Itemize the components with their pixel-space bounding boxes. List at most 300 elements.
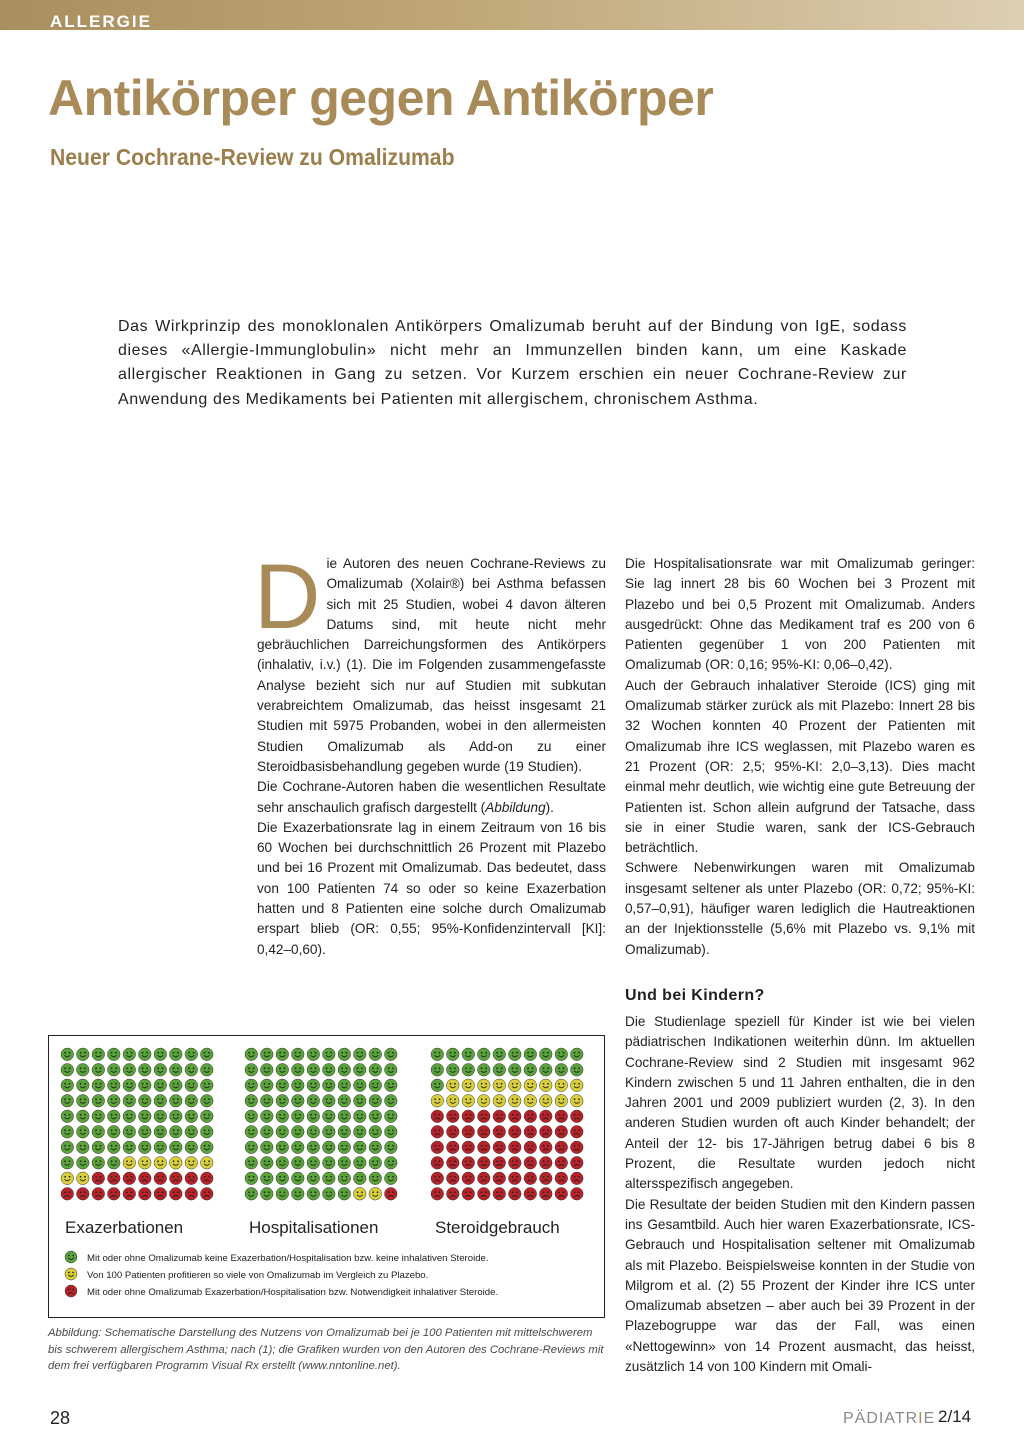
green-smiley-icon [292, 1188, 305, 1201]
article-lead: Das Wirkprinzip des monoklonalen Antikörpers Omalizumab beruht auf der Bindung von IgE, sodass dieses «Allergie-Immunglobulin» nicht mehr an Immunzellen binden kann, um eine Kaskade allergischer Reaktionen in Gang zu setzen. Vor Kurzem erschien ein neuer Cochrane-Review zur Anwendung des Medikaments bei Patienten mit allergischem, chronischem Asthma. [118, 318, 907, 408]
yellow-smiley-icon [555, 1079, 568, 1092]
yellow-smiley-icon [540, 1079, 553, 1092]
red-sad-face-icon [478, 1110, 491, 1123]
panel-label: Exazerbationen [65, 1218, 184, 1237]
red-sad-face-icon [170, 1188, 183, 1201]
red-sad-face-icon [462, 1141, 475, 1154]
green-smiley-icon [261, 1095, 274, 1108]
red-sad-face-icon [108, 1188, 121, 1201]
green-smiley-icon [540, 1064, 553, 1077]
red-sad-face-icon [478, 1141, 491, 1154]
red-sad-face-icon [571, 1141, 584, 1154]
yellow-smiley-icon [524, 1079, 537, 1092]
green-smiley-icon [307, 1157, 320, 1170]
red-sad-face-icon [61, 1188, 74, 1201]
green-smiley-icon [385, 1048, 398, 1061]
green-smiley-icon [338, 1141, 351, 1154]
green-smiley-icon [245, 1095, 258, 1108]
red-sad-face-icon [509, 1110, 522, 1123]
red-sad-face-icon [571, 1188, 584, 1201]
green-smiley-icon [77, 1064, 90, 1077]
red-sad-face-icon [462, 1110, 475, 1123]
green-smiley-icon [139, 1110, 152, 1123]
green-smiley-icon [92, 1141, 105, 1154]
green-smiley-icon [385, 1141, 398, 1154]
red-sad-face-icon [447, 1110, 460, 1123]
green-smiley-icon [354, 1126, 367, 1139]
paragraph: Die Cochrane-Autoren haben die wesentlichen Resultate sehr anschaulich grafisch dargestellt (Abbildung). [257, 779, 606, 815]
green-smiley-icon [185, 1110, 198, 1123]
green-smiley-icon [338, 1172, 351, 1185]
yellow-smiley-icon [524, 1095, 537, 1108]
yellow-smiley-icon [447, 1079, 460, 1092]
red-sad-face-icon [509, 1157, 522, 1170]
article-title: Antikörper gegen Antikörper [48, 70, 714, 126]
green-smiley-icon [245, 1172, 258, 1185]
red-sad-face-icon [462, 1172, 475, 1185]
green-smiley-icon [369, 1157, 382, 1170]
green-smiley-icon [369, 1110, 382, 1123]
red-sad-face-icon [493, 1157, 506, 1170]
green-smiley-icon [201, 1141, 214, 1154]
green-smiley-icon [170, 1048, 183, 1061]
figure-reference: Abbildung [485, 799, 546, 815]
green-smiley-icon [170, 1095, 183, 1108]
red-sad-face-icon [555, 1172, 568, 1185]
red-sad-face-icon [571, 1110, 584, 1123]
yellow-smiley-icon [493, 1095, 506, 1108]
green-smiley-icon [338, 1079, 351, 1092]
red-sad-face-icon [478, 1188, 491, 1201]
panel-label: Steroidgebrauch [435, 1218, 560, 1237]
green-smiley-icon [323, 1141, 336, 1154]
green-smiley-icon [154, 1095, 167, 1108]
red-sad-face-icon [447, 1188, 460, 1201]
yellow-smiley-icon [123, 1157, 136, 1170]
green-smiley-icon [369, 1172, 382, 1185]
journal-name: PÄDIATRIE [843, 1410, 936, 1427]
green-smiley-icon [276, 1095, 289, 1108]
green-smiley-icon [170, 1126, 183, 1139]
green-smiley-icon [108, 1048, 121, 1061]
green-smiley-icon [447, 1064, 460, 1077]
green-smiley-icon [276, 1064, 289, 1077]
smiley-grid-figure [49, 1036, 604, 1317]
yellow-smiley-icon [139, 1157, 152, 1170]
green-smiley-icon [139, 1141, 152, 1154]
green-smiley-icon [385, 1079, 398, 1092]
red-sad-face-icon [123, 1172, 136, 1185]
green-smiley-icon [385, 1126, 398, 1139]
red-sad-face-icon [385, 1188, 398, 1201]
green-smiley-icon [555, 1064, 568, 1077]
red-sad-face-icon [493, 1141, 506, 1154]
green-smiley-icon [61, 1048, 74, 1061]
green-smiley-icon [338, 1157, 351, 1170]
green-smiley-icon [292, 1079, 305, 1092]
green-smiley-icon [261, 1188, 274, 1201]
red-sad-face-icon [201, 1188, 214, 1201]
green-smiley-icon [261, 1141, 274, 1154]
yellow-smiley-icon [571, 1079, 584, 1092]
red-sad-face-icon [524, 1141, 537, 1154]
green-smiley-icon [92, 1110, 105, 1123]
green-smiley-icon [354, 1141, 367, 1154]
green-smiley-icon [369, 1126, 382, 1139]
red-sad-face-icon [540, 1126, 553, 1139]
legend-smiley-icon [65, 1285, 77, 1297]
red-sad-face-icon [478, 1126, 491, 1139]
yellow-smiley-icon [478, 1095, 491, 1108]
text-column-1 [254, 546, 606, 960]
green-smiley-icon [307, 1064, 320, 1077]
red-sad-face-icon [431, 1188, 444, 1201]
green-smiley-icon [108, 1079, 121, 1092]
yellow-smiley-icon [201, 1157, 214, 1170]
red-sad-face-icon [540, 1110, 553, 1123]
red-sad-face-icon [540, 1157, 553, 1170]
green-smiley-icon [292, 1064, 305, 1077]
green-smiley-icon [323, 1126, 336, 1139]
red-sad-face-icon [555, 1126, 568, 1139]
red-sad-face-icon [462, 1188, 475, 1201]
green-smiley-icon [493, 1064, 506, 1077]
green-smiley-icon [108, 1141, 121, 1154]
green-smiley-icon [185, 1095, 198, 1108]
red-sad-face-icon [571, 1126, 584, 1139]
red-sad-face-icon [555, 1188, 568, 1201]
yellow-smiley-icon [462, 1095, 475, 1108]
green-smiley-icon [261, 1126, 274, 1139]
yellow-smiley-icon [369, 1188, 382, 1201]
green-smiley-icon [108, 1095, 121, 1108]
red-sad-face-icon [509, 1188, 522, 1201]
red-sad-face-icon [478, 1172, 491, 1185]
green-smiley-icon [108, 1064, 121, 1077]
green-smiley-icon [139, 1048, 152, 1061]
green-smiley-icon [77, 1095, 90, 1108]
green-smiley-icon [108, 1157, 121, 1170]
red-sad-face-icon [431, 1110, 444, 1123]
paragraph: Die Resultate der beiden Studien mit den Kindern passen ins Gesamtbild. Auch hier waren Exazerbationsrate, ICS-Gebrauch und Hospitalisation seltener mit Omalizumab als mit Plazebo. Beispielsweise konnten in der Studie von Milgrom et al. (2) 55 Prozent der Kinder ihre ICS unter Omalizumab absetzen – aber auch bei 39 Prozent in der Plazebogruppe war das der Fall, was einen «Nettogewinn» von 14 Prozent ausmacht, das heisst, zusätzlich 14 von 100 Kindern mit Omali- [625, 1196, 975, 1375]
green-smiley-icon [555, 1048, 568, 1061]
green-smiley-icon [354, 1110, 367, 1123]
green-smiley-icon [92, 1064, 105, 1077]
green-smiley-icon [170, 1141, 183, 1154]
red-sad-face-icon [447, 1157, 460, 1170]
green-smiley-icon [77, 1110, 90, 1123]
green-smiley-icon [369, 1048, 382, 1061]
figure-box [48, 1035, 605, 1318]
red-sad-face-icon [540, 1188, 553, 1201]
green-smiley-icon [261, 1079, 274, 1092]
green-smiley-icon [201, 1064, 214, 1077]
green-smiley-icon [338, 1188, 351, 1201]
paragraph: Auch der Gebrauch inhalativer Steroide (ICS) ging mit Omalizumab stärker zurück als mit Plazebo: Innert 28 bis 32 Wochen konnten 40 Prozent der Patienten mit Omalizumab ihre ICS weglassen, mit Plazebo waren es 21 Prozent (OR: 2,5; 95%-KI: 2,0–3,13). Dies macht einmal mehr deutlich, wie wichtig eine gute Betreuung der Patienten ist. Schon allein aufgrund der Tatsache, dass sie in einer Studie waren, sank der ICS-Gebrauch beträchtlich. [625, 677, 975, 856]
panel-label: Hospitalisationen [249, 1218, 379, 1237]
legend-smiley-icon [65, 1251, 77, 1263]
paragraph: Die Hospitalisationsrate war mit Omalizumab geringer: Sie lag innert 28 bis 60 Wochen bei 3 Prozent mit Plazebo und bei 0,5 Prozent mit Omalizumab. Anders ausgedrückt: Ohne das Medikament traf es 200 von 6 Patienten gegenüber 1 von 200 Patienten mit Omalizumab (OR: 0,16; 95%-KI: 0,06–0,42). [625, 556, 975, 673]
green-smiley-icon [478, 1064, 491, 1077]
green-smiley-icon [61, 1157, 74, 1170]
red-sad-face-icon [201, 1172, 214, 1185]
yellow-smiley-icon [540, 1095, 553, 1108]
red-sad-face-icon [154, 1188, 167, 1201]
green-smiley-icon [385, 1157, 398, 1170]
green-smiley-icon [185, 1079, 198, 1092]
green-smiley-icon [338, 1064, 351, 1077]
green-smiley-icon [276, 1188, 289, 1201]
green-smiley-icon [108, 1110, 121, 1123]
green-smiley-icon [123, 1064, 136, 1077]
section-label: ALLERGIE [50, 12, 152, 31]
green-smiley-icon [61, 1079, 74, 1092]
green-smiley-icon [61, 1126, 74, 1139]
green-smiley-icon [276, 1110, 289, 1123]
red-sad-face-icon [524, 1110, 537, 1123]
green-smiley-icon [185, 1126, 198, 1139]
paragraph: Die Exazerbationsrate lag in einem Zeitraum von 16 bis 60 Wochen bei durchschnittlich 26 Prozent mit Plazebo und bei 16 Prozent mit Omalizumab. Das bedeutet, dass von 100 Patienten 74 so oder so keine Exazerbation hatten und 8 Patienten eine solche durch Omalizumab erspart blieb (OR: 0,55; 95%-Konfidenzintervall [KI]: 0,42–0,60). [257, 819, 606, 957]
green-smiley-icon [307, 1172, 320, 1185]
green-smiley-icon [571, 1048, 584, 1061]
green-smiley-icon [92, 1095, 105, 1108]
green-smiley-icon [385, 1095, 398, 1108]
green-smiley-icon [338, 1095, 351, 1108]
issue-number: 2/14 [938, 1407, 972, 1426]
red-sad-face-icon [493, 1126, 506, 1139]
green-smiley-icon [509, 1048, 522, 1061]
green-smiley-icon [338, 1048, 351, 1061]
red-sad-face-icon [571, 1157, 584, 1170]
green-smiley-icon [338, 1110, 351, 1123]
red-sad-face-icon [462, 1157, 475, 1170]
red-sad-face-icon [108, 1172, 121, 1185]
green-smiley-icon [185, 1064, 198, 1077]
green-smiley-icon [292, 1141, 305, 1154]
green-smiley-icon [462, 1064, 475, 1077]
yellow-smiley-icon [431, 1095, 444, 1108]
red-sad-face-icon [524, 1157, 537, 1170]
red-sad-face-icon [462, 1126, 475, 1139]
green-smiley-icon [92, 1126, 105, 1139]
green-smiley-icon [154, 1110, 167, 1123]
yellow-smiley-icon [354, 1188, 367, 1201]
red-sad-face-icon [524, 1188, 537, 1201]
green-smiley-icon [447, 1048, 460, 1061]
green-smiley-icon [154, 1048, 167, 1061]
green-smiley-icon [123, 1126, 136, 1139]
green-smiley-icon [201, 1110, 214, 1123]
legend-smiley-icon [65, 1268, 77, 1280]
green-smiley-icon [92, 1048, 105, 1061]
green-smiley-icon [77, 1048, 90, 1061]
yellow-smiley-icon [493, 1079, 506, 1092]
paragraph: Schwere Nebenwirkungen waren mit Omalizumab insgesamt seltener als unter Plazebo (OR: 0,72; 95%-KI: 0,57–0,91), häufiger waren lediglich die Hautreaktionen an der Injektionsstelle (5,6% mit Plazebo vs. 9,1% mit Omalizumab). [625, 860, 975, 957]
green-smiley-icon [123, 1141, 136, 1154]
green-smiley-icon [292, 1110, 305, 1123]
red-sad-face-icon [524, 1172, 537, 1185]
red-sad-face-icon [139, 1188, 152, 1201]
yellow-smiley-icon [61, 1172, 74, 1185]
green-smiley-icon [276, 1126, 289, 1139]
green-smiley-icon [369, 1095, 382, 1108]
article-subtitle: Neuer Cochrane-Review zu Omalizumab [50, 144, 455, 170]
green-smiley-icon [307, 1188, 320, 1201]
green-smiley-icon [170, 1079, 183, 1092]
yellow-smiley-icon [77, 1172, 90, 1185]
red-sad-face-icon [509, 1141, 522, 1154]
green-smiley-icon [201, 1048, 214, 1061]
green-smiley-icon [323, 1188, 336, 1201]
green-smiley-icon [139, 1095, 152, 1108]
yellow-smiley-icon [462, 1079, 475, 1092]
green-smiley-icon [323, 1048, 336, 1061]
green-smiley-icon [571, 1064, 584, 1077]
red-sad-face-icon [431, 1172, 444, 1185]
green-smiley-icon [245, 1141, 258, 1154]
green-smiley-icon [154, 1079, 167, 1092]
red-sad-face-icon [185, 1188, 198, 1201]
green-smiley-icon [61, 1095, 74, 1108]
green-smiley-icon [307, 1048, 320, 1061]
green-smiley-icon [276, 1157, 289, 1170]
legend-text: Von 100 Patienten profitieren so viele von Omalizumab im Vergleich zu Plazebo. [87, 1270, 429, 1281]
green-smiley-icon [245, 1110, 258, 1123]
red-sad-face-icon [555, 1141, 568, 1154]
green-smiley-icon [92, 1079, 105, 1092]
green-smiley-icon [245, 1048, 258, 1061]
green-smiley-icon [307, 1110, 320, 1123]
red-sad-face-icon [77, 1188, 90, 1201]
green-smiley-icon [292, 1157, 305, 1170]
red-sad-face-icon [431, 1126, 444, 1139]
yellow-smiley-icon [154, 1157, 167, 1170]
red-sad-face-icon [185, 1172, 198, 1185]
red-sad-face-icon [92, 1188, 105, 1201]
green-smiley-icon [185, 1141, 198, 1154]
yellow-smiley-icon [478, 1079, 491, 1092]
red-sad-face-icon [493, 1188, 506, 1201]
green-smiley-icon [354, 1079, 367, 1092]
green-smiley-icon [170, 1110, 183, 1123]
green-smiley-icon [431, 1064, 444, 1077]
green-smiley-icon [245, 1157, 258, 1170]
green-smiley-icon [307, 1095, 320, 1108]
text-column-2 [625, 554, 975, 960]
green-smiley-icon [261, 1064, 274, 1077]
green-smiley-icon [276, 1141, 289, 1154]
green-smiley-icon [431, 1048, 444, 1061]
green-smiley-icon [292, 1048, 305, 1061]
green-smiley-icon [139, 1126, 152, 1139]
red-sad-face-icon [509, 1172, 522, 1185]
green-smiley-icon [123, 1095, 136, 1108]
green-smiley-icon [77, 1079, 90, 1092]
page-number: 28 [50, 1408, 71, 1428]
green-smiley-icon [261, 1157, 274, 1170]
green-smiley-icon [77, 1126, 90, 1139]
green-smiley-icon [276, 1172, 289, 1185]
green-smiley-icon [354, 1095, 367, 1108]
green-smiley-icon [369, 1064, 382, 1077]
drop-cap: D [254, 546, 321, 648]
red-sad-face-icon [170, 1172, 183, 1185]
red-sad-face-icon [555, 1157, 568, 1170]
red-sad-face-icon [493, 1110, 506, 1123]
red-sad-face-icon [540, 1141, 553, 1154]
yellow-smiley-icon [571, 1095, 584, 1108]
green-smiley-icon [369, 1141, 382, 1154]
legend-text: Mit oder ohne Omalizumab Exazerbation/Hospitalisation bzw. Notwendigkeit inhalativer Steroide. [87, 1287, 499, 1298]
green-smiley-icon [139, 1079, 152, 1092]
legend-text: Mit oder ohne Omalizumab keine Exazerbation/Hospitalisation bzw. keine inhalativen Steroide. [87, 1253, 489, 1264]
green-smiley-icon [307, 1079, 320, 1092]
green-smiley-icon [77, 1157, 90, 1170]
yellow-smiley-icon [509, 1095, 522, 1108]
figure-caption: Abbildung: Schematische Darstellung des Nutzens von Omalizumab bei je 100 Patienten mit mittelschwerem bis schwerem allergischem Asthma; nach (1); die Grafiken wurden von den Autoren des Cochrane-Reviews mit dem frei verfügbaren Programm Visual Rx erstellt (www.nntonline.net). [48, 1327, 604, 1372]
green-smiley-icon [431, 1079, 444, 1092]
red-sad-face-icon [447, 1141, 460, 1154]
red-sad-face-icon [478, 1157, 491, 1170]
green-smiley-icon [139, 1064, 152, 1077]
red-sad-face-icon [123, 1188, 136, 1201]
green-smiley-icon [462, 1048, 475, 1061]
paragraph: ie Autoren des neuen Cochrane-Reviews zu Omalizumab (Xolair®) bei Asthma befassen sich mit 25 Studien, wobei 4 davon älteren Datums sind, mit heute nicht mehr gebräuchlichen Darreichungsformen des Antikörpers (inhalativ, i.v.) (1). Die im Folgenden zusammengefasste Analyse bezieht sich nur auf Studien mit subkutan verabreichtem Omalizumab, das heisst insgesamt 21 Studien mit 5975 Probanden, wobei in den allermeisten Studien Omalizumab als Add-on zu einer Steroidbasisbehandlung gegeben wurde (19 Studien). [257, 556, 606, 774]
green-smiley-icon [123, 1079, 136, 1092]
green-smiley-icon [292, 1172, 305, 1185]
red-sad-face-icon [431, 1157, 444, 1170]
green-smiley-icon [261, 1110, 274, 1123]
green-smiley-icon [524, 1064, 537, 1077]
green-smiley-icon [201, 1095, 214, 1108]
red-sad-face-icon [447, 1172, 460, 1185]
green-smiley-icon [185, 1048, 198, 1061]
green-smiley-icon [369, 1079, 382, 1092]
green-smiley-icon [154, 1126, 167, 1139]
green-smiley-icon [276, 1048, 289, 1061]
green-smiley-icon [509, 1064, 522, 1077]
green-smiley-icon [385, 1172, 398, 1185]
green-smiley-icon [354, 1064, 367, 1077]
red-sad-face-icon [431, 1141, 444, 1154]
paragraph: Die Studienlage speziell für Kinder ist wie bei vielen pädiatrischen Indikationen weiterhin dünn. Im aktuellen Cochrane-Review sind 2 Studien mit insgesamt 962 Kindern zwischen 5 und 11 Jahren enthalten, die in den Jahren 2001 und 2009 publiziert wurden (2, 3). In den anderen Studien wurden oft auch Kinder behandelt; der Anteil der 12- bis 17-Jährigen betrug dabei 6 bis 8 Prozent, die Resultate wurden jedoch nicht altersspezifisch angegeben. [625, 1014, 975, 1192]
yellow-smiley-icon [509, 1079, 522, 1092]
green-smiley-icon [61, 1064, 74, 1077]
green-smiley-icon [201, 1126, 214, 1139]
red-sad-face-icon [555, 1110, 568, 1123]
green-smiley-icon [201, 1079, 214, 1092]
green-smiley-icon [123, 1048, 136, 1061]
yellow-smiley-icon [555, 1095, 568, 1108]
green-smiley-icon [108, 1126, 121, 1139]
green-smiley-icon [123, 1110, 136, 1123]
yellow-smiley-icon [185, 1157, 198, 1170]
green-smiley-icon [276, 1079, 289, 1092]
green-smiley-icon [261, 1172, 274, 1185]
red-sad-face-icon [447, 1126, 460, 1139]
green-smiley-icon [524, 1048, 537, 1061]
green-smiley-icon [385, 1064, 398, 1077]
green-smiley-icon [540, 1048, 553, 1061]
green-smiley-icon [323, 1064, 336, 1077]
green-smiley-icon [323, 1095, 336, 1108]
green-smiley-icon [323, 1157, 336, 1170]
yellow-smiley-icon [170, 1157, 183, 1170]
green-smiley-icon [61, 1141, 74, 1154]
green-smiley-icon [354, 1157, 367, 1170]
red-sad-face-icon [571, 1172, 584, 1185]
green-smiley-icon [77, 1141, 90, 1154]
